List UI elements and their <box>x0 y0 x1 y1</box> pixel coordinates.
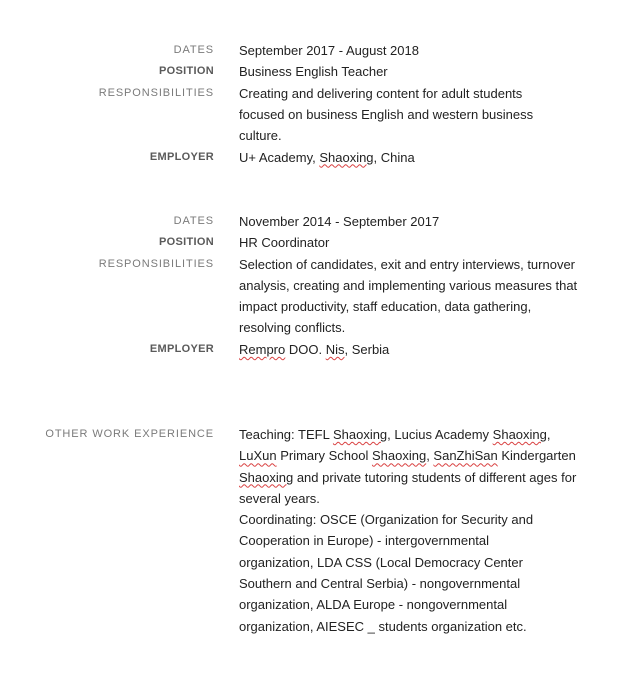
dates-label: DATES <box>173 44 214 56</box>
spell-flag-word: Shaoxing <box>239 469 294 485</box>
employer-label: EMPLOYER <box>149 150 214 163</box>
job-dates: September 2017 - August 2018 <box>239 43 419 58</box>
teaching-text: Primary School <box>276 448 372 464</box>
job-responsibilities: Creating and delivering content for adult students focused on business English and western business culture. <box>239 85 534 144</box>
job-employer <box>239 339 579 360</box>
spell-flag-word: Shaoxing <box>492 427 547 442</box>
job-position: Business English Teacher <box>239 64 388 80</box>
teaching-text: Teaching: TEFL <box>239 427 333 442</box>
responsibilities-label: RESPONSIBILITIES <box>98 257 214 270</box>
other-work-text <box>239 424 577 637</box>
other-work-label: OTHER WORK EXPERIENCE <box>45 428 214 440</box>
dates-label: DATES <box>173 215 214 227</box>
teaching-paragraph <box>239 424 577 509</box>
teaching-text: , <box>426 448 434 464</box>
coordinating-paragraph: Coordinating: OSCE (Organization for Security and Cooperation in Europe) - intergovernmental organization, LDA CSS (Local Democracy Center Southern and Central Serbia) - nongovernmental organization, ALDA Europe - nongovernmental organization, AIESEC _ students organization etc. <box>239 512 534 634</box>
spell-flag-word: Shaoxing <box>371 448 427 464</box>
position-label: POSITION <box>159 65 214 78</box>
employer-country: , Serbia <box>344 341 390 357</box>
teaching-text: , Lucius Academy <box>387 427 493 442</box>
teaching-text: and private tutoring students of different ages for several years. <box>239 469 577 506</box>
employer-company: Rempro <box>239 341 286 357</box>
spell-flag-word: Shaoxing <box>332 427 388 442</box>
job-position: HR Coordinator <box>239 235 330 251</box>
position-label: POSITION <box>159 236 214 249</box>
job-responsibilities: Selection of candidates, exit and entry interviews, turnover analysis, creating and implementing various measures that impact productivity, staff education, data gathering, resolving conflicts. <box>239 256 578 336</box>
spell-flag-word: LuXun <box>239 448 277 464</box>
employer-company-type: DOO. <box>285 341 326 357</box>
employer-label: EMPLOYER <box>149 342 214 355</box>
employer-city: Nis <box>325 341 345 357</box>
job-dates: November 2014 - September 2017 <box>239 214 440 229</box>
employer-city: Shaoxing <box>319 149 374 165</box>
responsibilities-label: RESPONSIBILITIES <box>98 86 214 99</box>
spell-flag-word: SanZhiSan <box>433 448 498 464</box>
teaching-text: Kindergarten <box>497 448 576 464</box>
teaching-text: , <box>546 427 551 442</box>
job-employer <box>239 147 579 168</box>
employer-name: U+ Academy, <box>239 149 320 165</box>
employer-country: , China <box>373 149 415 165</box>
